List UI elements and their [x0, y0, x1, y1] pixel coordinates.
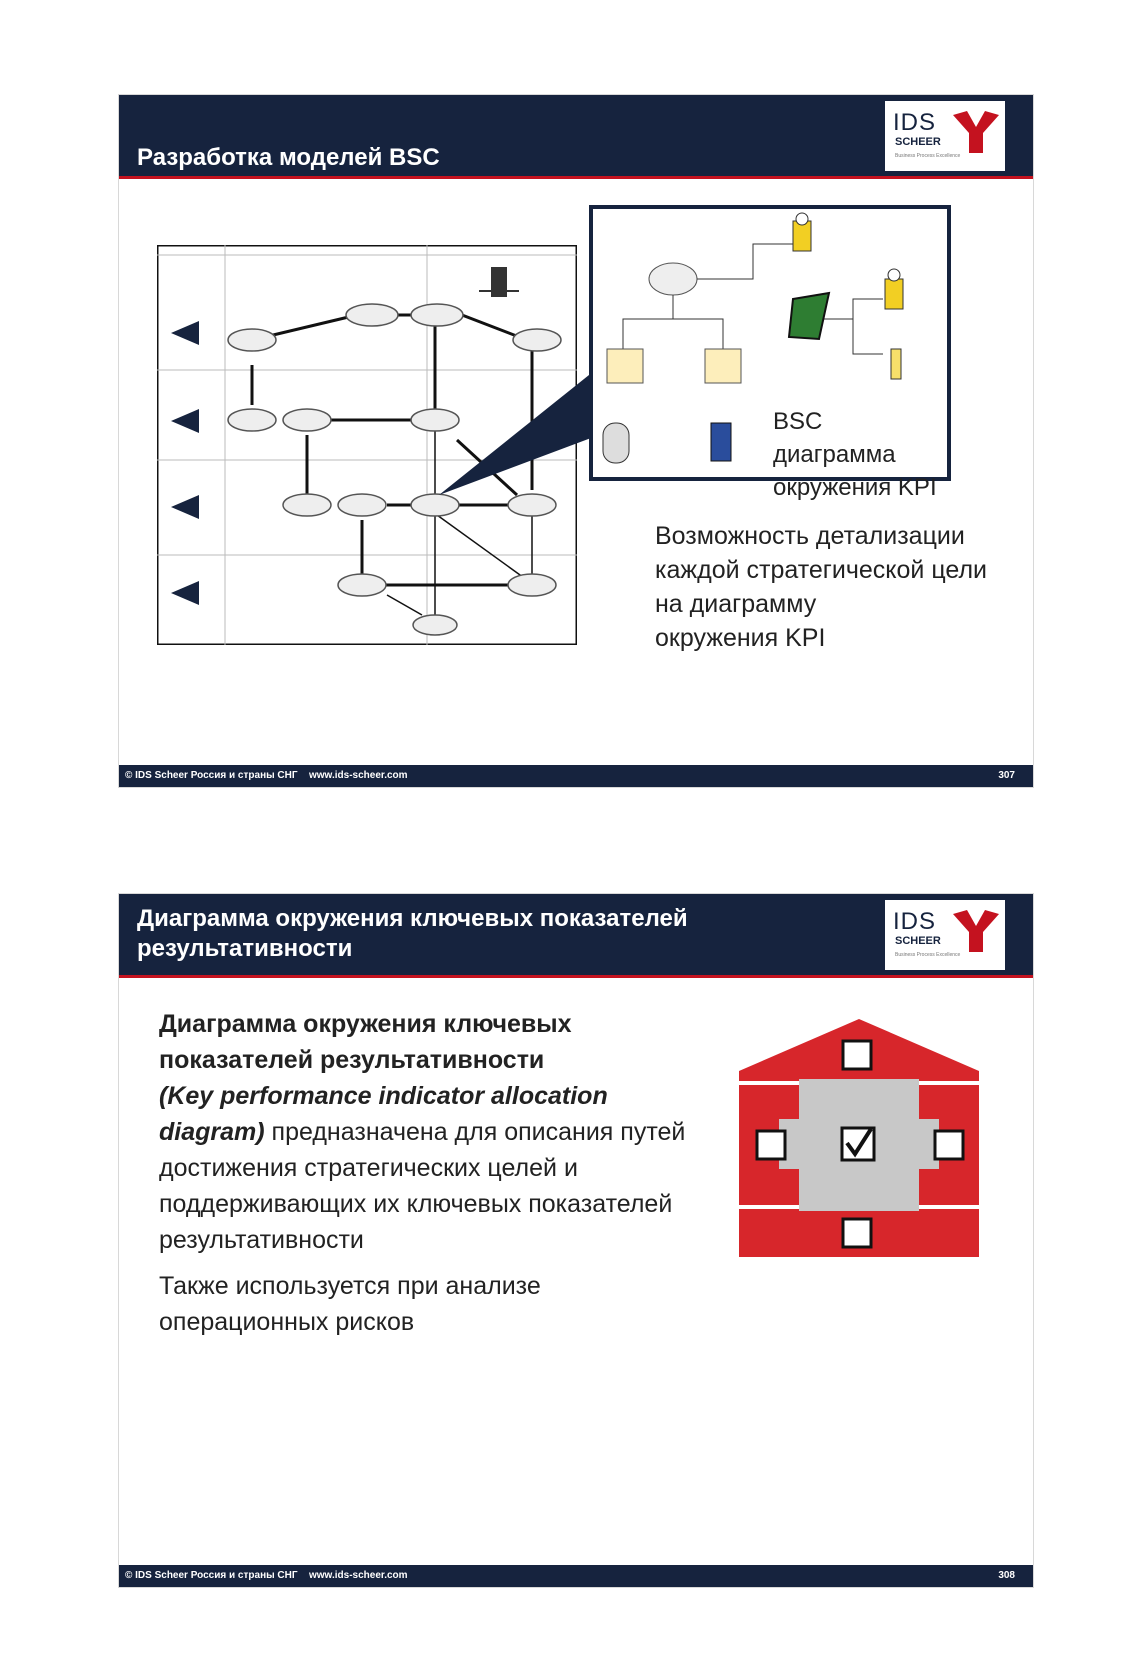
slide-308 — [118, 893, 1034, 1588]
kpi-diagram-description: предназначена для описания путей достижения стратегических целей и поддерживающих их ключевых показателей результативности — [159, 1118, 686, 1254]
slide-title: Диаграмма окружения ключевых показателей результативности — [137, 905, 688, 962]
page-number: 307 — [998, 770, 1015, 781]
kpi-diagram-english-term: (Key performance indicator allocation diagram) — [159, 1082, 608, 1146]
slide-header — [119, 894, 1033, 975]
header-divider — [119, 975, 1033, 978]
scheer-y-icon — [953, 910, 999, 952]
kpi-caption: BSC диаграмма окружения KPI — [773, 408, 937, 501]
ids-scheer-logo: IDS SCHEER Business Process Excellence — [885, 101, 1005, 171]
kpi-diagram-heading: Диаграмма окружения ключевых показателей результативности — [159, 1010, 572, 1074]
header-divider — [119, 176, 1033, 179]
slide-header — [119, 95, 1033, 176]
ids-scheer-logo: IDS SCHEER Business Process Excellence — [885, 900, 1005, 970]
slide1-description: Возможность детализации каждой стратегической цели на диаграмму окружения KPI — [655, 522, 988, 652]
slide-title: Разработка моделей BSC — [137, 144, 440, 171]
operational-risk-note: Также используется при анализе операционных рисков — [159, 1272, 541, 1336]
page-number: 308 — [998, 1570, 1015, 1581]
slide-footer: © IDS Scheer Россия и страны СНГ www.ids-scheer.com 308 — [119, 1565, 1033, 1587]
slide2-body — [159, 1006, 699, 1350]
kpi-detail-panel — [589, 205, 951, 501]
kpi-allocation-diagram-icon — [739, 1019, 979, 1259]
scheer-y-icon — [953, 111, 999, 153]
slide-307 — [118, 94, 1034, 788]
slide-footer: © IDS Scheer Россия и страны СНГ www.ids-scheer.com 307 — [119, 765, 1033, 787]
